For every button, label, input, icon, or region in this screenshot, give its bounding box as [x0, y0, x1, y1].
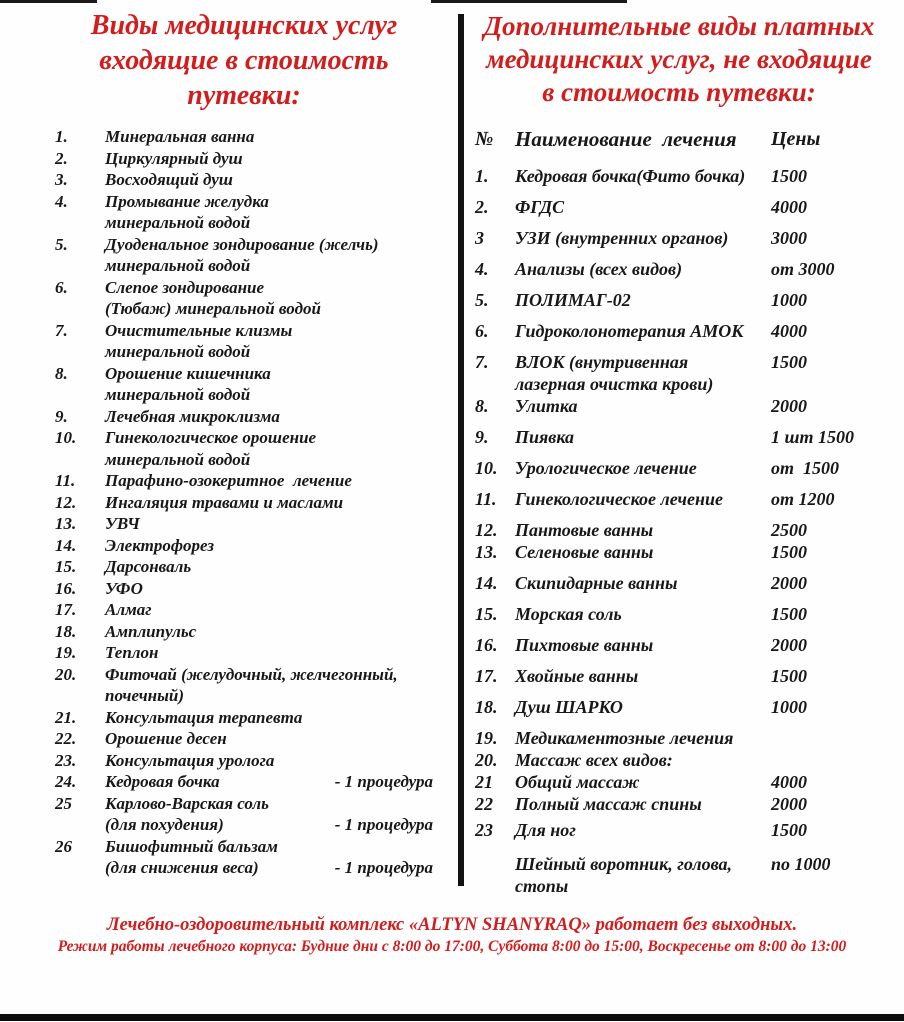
service-name: минеральной водой: [105, 342, 251, 361]
list-item-number: 18.: [55, 621, 77, 641]
row-treatment-name: [515, 727, 771, 749]
list-item-number: 19.: [55, 643, 77, 662]
list-item: [55, 535, 433, 557]
list-item-line: [105, 234, 433, 256]
list-item-text: [105, 642, 433, 664]
table-row: [475, 541, 883, 563]
row-treatment-name: [515, 258, 771, 280]
treatment-name-line: Кедровая бочка(Фито бочка): [515, 166, 746, 186]
row-treatment-name: [515, 227, 771, 249]
row-price: [771, 749, 883, 771]
list-item-line: [105, 449, 433, 471]
row-number: 21: [475, 772, 493, 792]
service-name: (Тюбаж) минеральной водой: [105, 299, 321, 318]
treatment-name-line: ФГДС: [515, 197, 565, 217]
table-row: [475, 819, 883, 841]
list-item-line: [105, 707, 433, 729]
row-treatment-name: [515, 853, 771, 897]
service-name: Амплипульс: [105, 621, 197, 641]
list-item-text: [105, 277, 433, 320]
list-item: [55, 728, 433, 750]
list-item-number: 1.: [55, 127, 68, 146]
row-price: 2000: [771, 635, 807, 655]
list-item-line: [105, 621, 433, 643]
table-row: [475, 853, 883, 897]
included-services-list: [55, 126, 433, 879]
list-item-text: [105, 664, 433, 707]
row-number: 10.: [475, 458, 498, 478]
row-number: 18.: [475, 697, 498, 717]
service-name: Бишофитный бальзам: [105, 836, 278, 856]
service-name: Промывание желудка: [105, 191, 269, 211]
table-row: [475, 749, 883, 771]
paid-title-line-2: медицинских услуг, не входящие: [486, 44, 872, 74]
row-number: [475, 853, 515, 897]
list-item-line: [105, 298, 433, 320]
row-treatment-name: [515, 457, 771, 479]
row-price: 3000: [771, 228, 807, 248]
list-item-number: 14.: [55, 535, 77, 555]
list-item-number: 5.: [55, 234, 68, 254]
list-item-line: [105, 642, 433, 664]
list-item-line: [105, 126, 433, 148]
service-name: минеральной водой: [105, 213, 251, 232]
list-item-line: [105, 212, 433, 234]
service-name: минеральной водой: [105, 449, 251, 469]
list-item: [55, 169, 433, 191]
list-item: [55, 556, 433, 578]
list-item-line: [105, 599, 433, 621]
list-item-number: 21.: [55, 707, 77, 727]
table-row: [475, 488, 883, 510]
list-item-text: [105, 556, 433, 578]
list-item-number: 25: [55, 793, 72, 813]
row-number: 11.: [475, 489, 497, 509]
treatment-name-line: ВЛОК (внутривенная: [515, 352, 689, 372]
treatment-name-line: Морская соль: [515, 604, 622, 624]
list-item-text: [105, 169, 433, 191]
row-treatment-name: [515, 819, 771, 841]
service-name: Гинекологическое орошение: [105, 428, 317, 447]
list-item-text: [105, 793, 433, 836]
treatment-name-line: Массаж всех видов:: [515, 750, 673, 770]
row-treatment-name: [515, 541, 771, 563]
list-item-line: [105, 578, 433, 600]
top-border-left-segment: [0, 0, 97, 3]
table-row: [475, 793, 883, 815]
col-header-number: №: [475, 128, 494, 150]
list-item-number: 15.: [55, 557, 77, 576]
row-price: 2500: [771, 520, 807, 540]
treatment-name-line: Скипидарные ванны: [515, 573, 678, 593]
list-item: [55, 191, 433, 234]
row-treatment-name: [515, 749, 771, 771]
list-item: [55, 750, 433, 772]
included-title-line-3: путевки:: [187, 80, 301, 111]
treatment-name-line: стопы: [515, 876, 569, 896]
row-price: 4000: [771, 772, 807, 792]
list-item-text: [105, 578, 433, 600]
table-row: [475, 258, 883, 280]
list-item-text: [105, 728, 433, 750]
list-item-line: [105, 255, 433, 277]
treatment-name-line: ПОЛИМАГ-02: [515, 290, 631, 310]
list-item-number: 6.: [55, 277, 68, 297]
list-item-line: [105, 384, 433, 406]
service-name: Дарсонваль: [105, 557, 192, 576]
row-number: 6.: [475, 321, 489, 341]
footer-working-hours-line: Режим работы лечебного корпуса: Будние дни с 8:00 до 17:00, Суббота 8:00 до 15:00, Воскресенье от 8:00 до 13:00: [57, 938, 847, 955]
list-item-line: [105, 341, 433, 363]
list-item-number: 20.: [55, 664, 77, 684]
row-number: 16.: [475, 635, 498, 655]
table-row: [475, 320, 883, 342]
row-price: 2000: [771, 573, 807, 593]
list-item-text: [105, 771, 433, 793]
service-name: Электрофорез: [105, 535, 214, 555]
table-row: [475, 665, 883, 687]
paid-services-table: [475, 165, 883, 897]
list-item-line: [105, 406, 433, 428]
row-treatment-name: [515, 320, 771, 342]
row-price: по 1000: [771, 854, 831, 874]
table-row: [475, 196, 883, 218]
list-item-text: [105, 126, 433, 148]
table-row: [475, 165, 883, 187]
list-item-text: [105, 148, 433, 170]
service-name: минеральной водой: [105, 385, 251, 404]
row-treatment-name: [515, 488, 771, 510]
list-item-text: [105, 470, 433, 492]
row-number: 9.: [475, 427, 489, 447]
service-name: Восходящий душ: [105, 170, 233, 189]
list-item-number: 9.: [55, 406, 68, 426]
list-item-line: [105, 492, 433, 514]
list-item-number: 17.: [55, 600, 77, 619]
table-row: [475, 426, 883, 448]
treatment-name-line: Улитка: [515, 396, 578, 416]
list-item: [55, 793, 433, 836]
service-name: УФО: [105, 578, 143, 598]
service-name: (для снижения веса): [105, 858, 259, 877]
table-row: [475, 696, 883, 718]
table-row: [475, 771, 883, 793]
list-item-number: 3.: [55, 170, 68, 189]
list-item-text: [105, 836, 433, 879]
col-header-treatment-name: Наименование лечения: [515, 127, 737, 151]
service-name: Очистительные клизмы: [105, 320, 293, 340]
service-name: Фиточай (желудочный, желчегонный,: [105, 664, 398, 684]
list-item-line: [105, 191, 433, 213]
row-treatment-name: [515, 665, 771, 687]
list-item-text: [105, 599, 433, 621]
included-title-line-1: Виды медицинских услуг: [90, 10, 398, 41]
treatment-name-line: Для ног: [515, 820, 576, 840]
list-item-text: [105, 234, 433, 277]
list-item-text: [105, 363, 433, 406]
row-number: 2.: [475, 197, 489, 217]
list-item-number: 24.: [55, 772, 77, 791]
list-item-number: 12.: [55, 492, 77, 512]
service-name: Минеральная ванна: [105, 127, 255, 146]
row-treatment-name: [515, 771, 771, 793]
list-item: [55, 470, 433, 492]
list-item-text: [105, 707, 433, 729]
list-item-text: [105, 621, 433, 643]
list-item-line: [105, 470, 433, 492]
treatment-name-line: Медикаментозные лечения: [515, 728, 734, 748]
service-name: Алмаг: [105, 600, 152, 619]
service-name: Консультация уролога: [105, 750, 275, 770]
list-item: [55, 707, 433, 729]
paid-services-title: [475, 10, 883, 109]
service-name: Орошение десен: [105, 729, 227, 748]
list-item-line: [105, 750, 433, 772]
list-item-line: [105, 169, 433, 191]
list-item: [55, 621, 433, 643]
list-item-line: [105, 556, 433, 578]
row-number: 17.: [475, 666, 498, 686]
row-price: 1 шт 1500: [771, 427, 854, 447]
service-name: Слепое зондирование: [105, 277, 265, 297]
included-services-column: [55, 8, 433, 879]
footer: [0, 915, 904, 957]
treatment-name-line: Душ ШАРКО: [515, 697, 623, 717]
service-name: (для похудения): [105, 815, 224, 834]
list-item: [55, 578, 433, 600]
row-treatment-name: [515, 572, 771, 594]
row-number: 12.: [475, 520, 498, 540]
row-number: 20.: [475, 750, 498, 770]
list-item-text: [105, 320, 433, 363]
included-services-title: [55, 8, 433, 113]
row-treatment-name: [515, 634, 771, 656]
row-price: 1500: [771, 542, 807, 562]
treatment-name-line: Пантовые ванны: [515, 520, 654, 540]
table-row: [475, 289, 883, 311]
service-name: минеральной водой: [105, 256, 251, 275]
row-price: 2000: [771, 396, 807, 416]
table-row: [475, 634, 883, 656]
row-price: [771, 727, 883, 749]
row-price: 1500: [771, 166, 807, 186]
row-treatment-name: [515, 519, 771, 541]
list-item-line: [105, 836, 433, 858]
row-price: 1000: [771, 697, 807, 717]
row-price: от 3000: [771, 259, 835, 279]
row-price: 2000: [771, 794, 807, 814]
table-row: [475, 457, 883, 479]
list-item-number: 8.: [55, 363, 68, 383]
list-item-number: 13.: [55, 514, 77, 533]
list-item: [55, 126, 433, 148]
row-treatment-name: [515, 165, 771, 187]
row-number: 8.: [475, 396, 489, 416]
row-treatment-name: [515, 289, 771, 311]
list-item-number: 2.: [55, 148, 68, 168]
row-price: от 1200: [771, 489, 835, 509]
treatment-name-line: Общий массаж: [515, 772, 640, 792]
table-row: [475, 727, 883, 749]
table-row: [475, 395, 883, 417]
treatment-name-line: Селеновые ванны: [515, 542, 654, 562]
list-item-number: 10.: [55, 428, 77, 447]
row-treatment-name: [515, 395, 771, 417]
row-number: 22: [475, 794, 493, 814]
treatment-name-line: Полный массаж спины: [515, 794, 702, 814]
service-name: УВЧ: [105, 514, 140, 533]
row-number: 3: [475, 228, 484, 248]
list-item: [55, 320, 433, 363]
row-treatment-name: [515, 603, 771, 625]
row-number: 14.: [475, 573, 498, 593]
list-item-line: [105, 814, 433, 836]
row-treatment-name: [515, 426, 771, 448]
row-price: 1500: [771, 604, 807, 624]
row-price: 1000: [771, 290, 807, 310]
treatment-name-line: Урологическое лечение: [515, 458, 697, 478]
list-item: [55, 406, 433, 428]
row-price: 1500: [771, 820, 807, 840]
row-number: 4.: [475, 259, 489, 279]
list-item-line: [105, 664, 433, 686]
service-name: Кедровая бочка: [105, 772, 220, 791]
row-treatment-name: [515, 351, 771, 395]
service-name: Циркулярный душ: [105, 148, 243, 168]
list-item-line: [105, 363, 433, 385]
list-item: [55, 664, 433, 707]
list-item: [55, 148, 433, 170]
list-item-text: [105, 427, 433, 470]
list-item-line: [105, 857, 433, 879]
list-item-line: [105, 728, 433, 750]
bottom-border: [0, 1014, 904, 1021]
service-name: Орошение кишечника: [105, 363, 271, 383]
footer-complex-name-line: Лечебно-оздоровительный комплекс «ALTYN SHANYRAQ» работает без выходных.: [106, 915, 798, 935]
list-item-text: [105, 535, 433, 557]
list-item: [55, 427, 433, 470]
row-price: 1500: [771, 666, 807, 686]
row-number: 7.: [475, 352, 489, 372]
treatment-name-line: Пихтовые ванны: [515, 635, 654, 655]
table-row: [475, 519, 883, 541]
list-item-line: [105, 771, 433, 793]
procedure-note: - 1 процедура: [334, 858, 433, 877]
list-item-line: [105, 427, 433, 449]
row-number: 5.: [475, 290, 489, 310]
column-divider: [458, 14, 464, 886]
list-item: [55, 363, 433, 406]
service-name: Лечебная микроклизма: [105, 406, 280, 426]
treatment-name-line: Шейный воротник, голова,: [515, 854, 733, 874]
procedure-note: - 1 процедура: [334, 772, 433, 791]
list-item-number: 11.: [55, 471, 76, 490]
list-item-line: [105, 148, 433, 170]
table-row: [475, 603, 883, 625]
list-item: [55, 771, 433, 793]
treatment-name-line: УЗИ (внутренних органов): [515, 228, 729, 248]
row-number: 13.: [475, 542, 498, 562]
list-item: [55, 277, 433, 320]
row-price: 1500: [771, 352, 807, 372]
list-item-line: [105, 513, 433, 535]
list-item-line: [105, 793, 433, 815]
table-header-row: [475, 128, 883, 150]
paid-title-line-1: Дополнительные виды платных: [483, 11, 875, 41]
top-border-middle-segment: [431, 0, 627, 3]
row-number: 1.: [475, 166, 489, 186]
list-item: [55, 234, 433, 277]
row-number: 23: [475, 820, 493, 840]
list-item: [55, 599, 433, 621]
paid-title-line-3: в стоимость путевки:: [542, 77, 816, 107]
list-item-text: [105, 750, 433, 772]
included-title-line-2: входящие в стоимость: [99, 45, 389, 76]
table-row: [475, 227, 883, 249]
service-name: Дуоденальное зондирование (желчь): [105, 234, 379, 254]
procedure-note: - 1 процедура: [334, 815, 433, 834]
treatment-name-line: Гинекологическое лечение: [515, 489, 723, 509]
row-number: 19.: [475, 728, 498, 748]
treatment-name-line: Пиявка: [515, 427, 575, 447]
row-number: 15.: [475, 604, 498, 624]
paid-services-column: [475, 10, 883, 897]
treatment-name-line: Хвойные ванны: [515, 666, 639, 686]
list-item: [55, 836, 433, 879]
list-item-number: 22.: [55, 729, 77, 748]
row-price: 4000: [771, 321, 807, 341]
list-item-number: 23.: [55, 750, 77, 770]
list-item-text: [105, 492, 433, 514]
list-item-line: [105, 320, 433, 342]
list-item-text: [105, 191, 433, 234]
list-item-number: 4.: [55, 191, 68, 211]
row-treatment-name: [515, 793, 771, 815]
list-item-line: [105, 685, 433, 707]
list-item-text: [105, 406, 433, 428]
list-item: [55, 492, 433, 514]
list-item-line: [105, 277, 433, 299]
treatment-name-line: Гидроколонотерапия АМОК: [515, 321, 744, 341]
list-item-number: 7.: [55, 320, 68, 340]
row-price: 4000: [771, 197, 807, 217]
row-treatment-name: [515, 196, 771, 218]
service-name: Карлово-Варская соль: [105, 793, 269, 813]
service-name: Консультация терапевта: [105, 707, 303, 727]
row-price: от 1500: [771, 458, 840, 478]
col-header-price: Цены: [771, 128, 821, 150]
table-row: [475, 351, 883, 395]
list-item-number: 26: [55, 836, 72, 856]
row-treatment-name: [515, 696, 771, 718]
treatment-name-line: Анализы (всех видов): [515, 259, 683, 279]
list-item: [55, 513, 433, 535]
service-name: Парафино-озокеритное лечение: [105, 471, 352, 490]
table-row: [475, 572, 883, 594]
service-name: Ингаляция травами и маслами: [105, 492, 344, 512]
service-name: Теплон: [105, 643, 159, 662]
list-item-line: [105, 535, 433, 557]
treatment-name-line: лазерная очистка крови): [515, 374, 714, 394]
service-name: почечный): [105, 686, 185, 705]
list-item-text: [105, 513, 433, 535]
list-item: [55, 642, 433, 664]
list-item-number: 16.: [55, 578, 77, 598]
